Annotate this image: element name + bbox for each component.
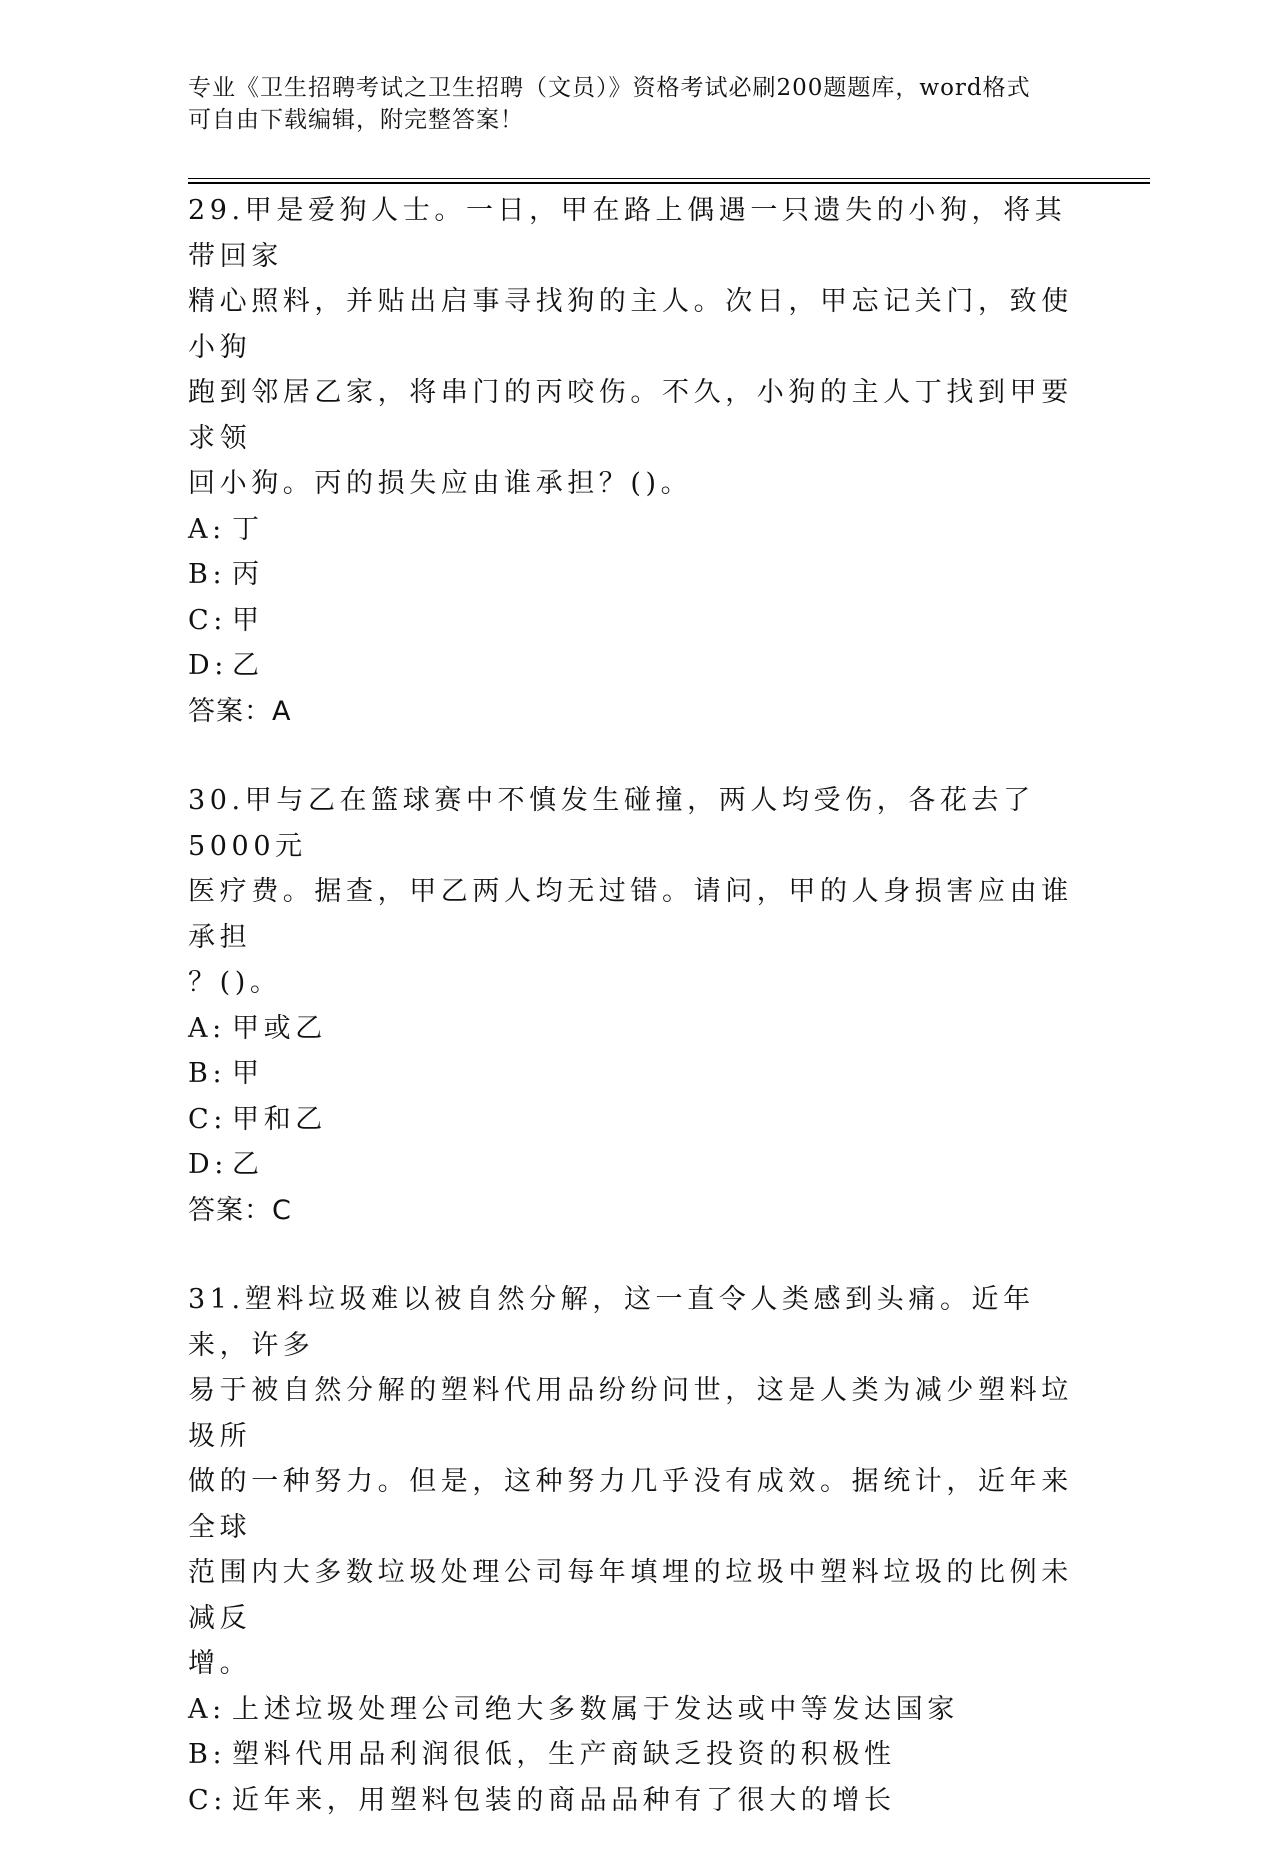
header-divider-thin	[188, 178, 1150, 179]
question-stem-line: 30.甲与乙在篮球赛中不慎发生碰撞，两人均受伤，各花去了5000元	[188, 785, 1035, 862]
question-stem-line: 医疗费。据查，甲乙两人均无过错。请问，甲的人身损害应由谁承担	[188, 876, 1073, 953]
option-text: 甲或乙	[232, 1012, 327, 1044]
question-stem-line: 易于被自然分解的塑料代用品纷纷问世，这是人类为减少塑料垃圾所	[188, 1375, 1073, 1452]
option-b	[188, 1732, 1088, 1778]
option-key: C:	[188, 604, 227, 636]
question-stem-line: 增。	[188, 1648, 252, 1679]
option-text: 塑料代用品利润很低，生产商缺乏投资的积极性	[232, 1739, 896, 1770]
option-text: 近年来，用塑料包装的商品品种有了很大的增长	[232, 1784, 896, 1816]
option-text: 乙	[232, 650, 264, 681]
option-text: 上述垃圾处理公司绝大多数属于发达或中等发达国家	[232, 1693, 959, 1725]
option-key: D:	[188, 650, 228, 681]
question-stem-line: 31.塑料垃圾难以被自然分解，这一直令人类感到头痛。近年来，许多	[188, 1284, 1035, 1361]
option-b	[188, 552, 1088, 598]
option-key: B:	[188, 559, 227, 590]
header-divider-thick	[188, 182, 1150, 184]
option-key: A:	[188, 1012, 226, 1044]
option-text: 乙	[232, 1149, 264, 1180]
question-stem-line: ？()。	[188, 967, 282, 998]
option-key: A:	[188, 1693, 226, 1725]
answer-line: 答案：C	[188, 1194, 292, 1226]
option-c	[188, 598, 1088, 644]
question-31	[188, 1277, 1088, 1823]
option-text: 甲	[232, 604, 264, 636]
answer-line: 答案：A	[188, 695, 292, 727]
option-key: C:	[188, 1103, 227, 1135]
option-c	[188, 1097, 1088, 1143]
question-30	[188, 778, 1088, 1233]
question-stem-line: 做的一种努力。但是，这种努力几乎没有成效。据统计，近年来全球	[188, 1466, 1073, 1543]
option-b	[188, 1051, 1088, 1097]
question-stem-line: 范围内大多数垃圾处理公司每年填埋的垃圾中塑料垃圾的比例未减反	[188, 1557, 1073, 1634]
question-stem-line: 29.甲是爱狗人士。一日，甲在路上偶遇一只遗失的小狗，将其带回家	[188, 195, 1067, 272]
option-d	[188, 1142, 1088, 1188]
question-stem-line: 精心照料，并贴出启事寻找狗的主人。次日，甲忘记关门，致使小狗	[188, 286, 1073, 363]
option-key: A:	[188, 513, 226, 545]
option-key: D:	[188, 1149, 228, 1180]
option-d	[188, 643, 1088, 689]
question-29	[188, 188, 1088, 734]
option-key: B:	[188, 1739, 227, 1770]
document-header	[188, 72, 1068, 136]
option-key: C:	[188, 1784, 227, 1816]
option-c	[188, 1778, 1088, 1824]
question-list	[188, 188, 1088, 1867]
option-text: 丙	[232, 559, 264, 590]
option-a	[188, 507, 1088, 553]
option-key: B:	[188, 1058, 227, 1089]
option-text: 丁	[232, 513, 264, 545]
option-text: 甲和乙	[232, 1103, 327, 1135]
question-stem-line: 回小狗。丙的损失应由谁承担？()。	[188, 468, 693, 499]
question-stem-line: 跑到邻居乙家，将串门的丙咬伤。不久，小狗的主人丁找到甲要求领	[188, 377, 1073, 454]
option-a	[188, 1006, 1088, 1052]
option-text: 甲	[232, 1058, 264, 1089]
header-line-1: 专业《卫生招聘考试之卫生招聘（文员）》资格考试必刷200题题库，word格式	[188, 75, 1031, 101]
header-line-2: 可自由下载编辑，附完整答案！	[188, 107, 524, 133]
option-a	[188, 1687, 1088, 1733]
